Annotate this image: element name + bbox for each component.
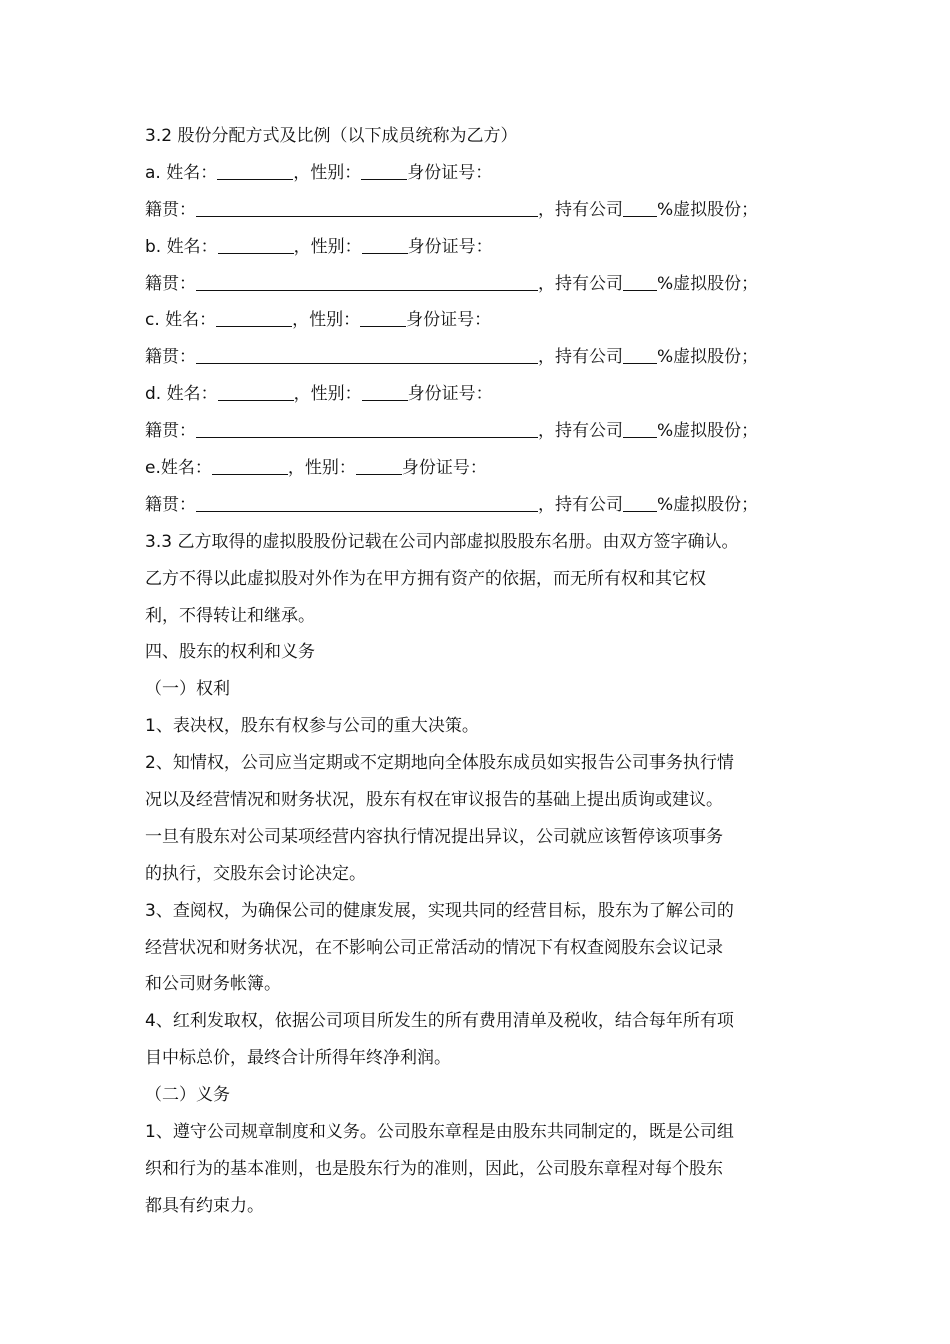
- hold-label: ，持有公司: [538, 273, 623, 294]
- name-blank[interactable]: [218, 236, 294, 254]
- id-label: 身份证号：: [407, 236, 493, 257]
- sex-blank[interactable]: [362, 383, 408, 401]
- percent-blank[interactable]: [623, 420, 657, 438]
- percent-blank[interactable]: [623, 494, 657, 512]
- rights-line: 一旦有股东对公司某项经营内容执行情况提出异议，公司就应该暂停该项事务: [145, 826, 723, 847]
- duties-title: （二）义务: [145, 1085, 230, 1106]
- rights-line: 3、查阅权，为确保公司的健康发展，实现共同的经营目标，股东为了解公司的: [145, 900, 734, 921]
- origin-blank[interactable]: [196, 273, 538, 291]
- sex-blank[interactable]: [362, 236, 408, 254]
- member-c-origin-line: [145, 339, 825, 376]
- id-label: 身份证号：: [406, 310, 492, 331]
- percent-label: %虚拟股份；: [657, 421, 759, 442]
- document-page: [145, 118, 825, 1225]
- rights-line: 1、表决权，股东有权参与公司的重大决策。: [145, 716, 479, 737]
- member-a-name-line: [145, 155, 825, 192]
- sex-label: ，性别：: [287, 458, 356, 479]
- rights-line: 的执行，交股东会讨论决定。: [145, 863, 366, 884]
- origin-label: 籍贯：: [145, 273, 196, 294]
- member-e-name-line: [145, 450, 825, 487]
- member-prefix: c.: [145, 310, 166, 331]
- member-a-origin-line: [145, 192, 825, 229]
- sex-blank[interactable]: [360, 309, 406, 327]
- origin-blank[interactable]: [196, 199, 538, 217]
- percent-blank[interactable]: [623, 199, 657, 217]
- rights-line: 2、知情权，公司应当定期或不定期地向全体股东成员如实报告公司事务执行情: [145, 753, 734, 774]
- id-label: 身份证号：: [407, 384, 493, 405]
- origin-blank[interactable]: [196, 494, 538, 512]
- name-label: 姓名：: [166, 162, 218, 183]
- member-c-name-line: [145, 302, 825, 339]
- origin-blank[interactable]: [196, 346, 538, 364]
- percent-label: %虚拟股份；: [657, 494, 759, 515]
- percent-label: %虚拟股份；: [657, 347, 759, 368]
- origin-label: 籍贯：: [145, 347, 196, 368]
- hold-label: ，持有公司: [538, 347, 623, 368]
- name-blank[interactable]: [216, 309, 292, 327]
- id-label: 身份证号：: [401, 458, 487, 479]
- name-blank[interactable]: [217, 162, 293, 180]
- section-4-title: 四、股东的权利和义务: [145, 642, 315, 663]
- sex-label: ，性别：: [293, 384, 362, 405]
- sex-label: ，性别：: [293, 162, 362, 183]
- member-prefix: a.: [145, 162, 167, 183]
- rights-title: （一）权利: [145, 679, 230, 700]
- section-3-3-line: 利，不得转让和继承。: [145, 605, 315, 626]
- percent-blank[interactable]: [623, 346, 657, 364]
- rights-line: 经营状况和财务状况，在不影响公司正常活动的情况下有权查阅股东会议记录: [145, 937, 723, 958]
- name-label: 姓名：: [166, 384, 218, 405]
- member-prefix: b.: [145, 236, 167, 257]
- origin-blank[interactable]: [196, 420, 538, 438]
- name-blank[interactable]: [212, 457, 288, 475]
- duties-line: 都具有约束力。: [145, 1195, 264, 1216]
- name-label: 姓名：: [165, 310, 217, 331]
- rights-line: 目中标总价，最终合计所得年终净利润。: [145, 1048, 451, 1069]
- member-d-name-line: [145, 376, 825, 413]
- percent-blank[interactable]: [623, 273, 657, 291]
- member-e-origin-line: [145, 487, 825, 524]
- rights-line: 4、红利发取权，依据公司项目所发生的所有费用清单及税收，结合每年所有项: [145, 1011, 734, 1032]
- duties-line: 1、遵守公司规章制度和义务。公司股东章程是由股东共同制定的，既是公司组: [145, 1122, 734, 1143]
- hold-label: ，持有公司: [538, 199, 623, 220]
- section-3-3-line: 3.3 乙方取得的虚拟股股份记载在公司内部虚拟股股东名册。由双方签字确认。: [145, 531, 739, 552]
- section-3-3-line: 乙方不得以此虚拟股对外作为在甲方拥有资产的依据，而无所有权和其它权: [145, 568, 706, 589]
- percent-label: %虚拟股份；: [657, 273, 759, 294]
- rights-line: 和公司财务帐簿。: [145, 974, 281, 995]
- hold-label: ，持有公司: [538, 494, 623, 515]
- sex-label: ，性别：: [292, 310, 361, 331]
- name-blank[interactable]: [218, 383, 294, 401]
- id-label: 身份证号：: [407, 162, 493, 183]
- sex-blank[interactable]: [361, 162, 407, 180]
- sex-blank[interactable]: [356, 457, 402, 475]
- duties-line: 织和行为的基本准则，也是股东行为的准则，因此，公司股东章程对每个股东: [145, 1158, 723, 1179]
- member-b-origin-line: [145, 266, 825, 303]
- member-prefix: d.: [145, 384, 167, 405]
- origin-label: 籍贯：: [145, 494, 196, 515]
- name-label: 姓名：: [166, 236, 218, 257]
- percent-label: %虚拟股份；: [657, 199, 759, 220]
- member-prefix: e.: [145, 458, 161, 479]
- member-b-name-line: [145, 229, 825, 266]
- name-label: 姓名：: [160, 458, 212, 479]
- section-3-2-heading: 3.2 股份分配方式及比例（以下成员统称为乙方）: [145, 126, 518, 146]
- sex-label: ，性别：: [293, 236, 362, 257]
- origin-label: 籍贯：: [145, 199, 196, 220]
- rights-line: 况以及经营情况和财务状况，股东有权在审议报告的基础上提出质询或建议。: [145, 790, 723, 811]
- origin-label: 籍贯：: [145, 421, 196, 442]
- hold-label: ，持有公司: [538, 421, 623, 442]
- member-d-origin-line: [145, 413, 825, 450]
